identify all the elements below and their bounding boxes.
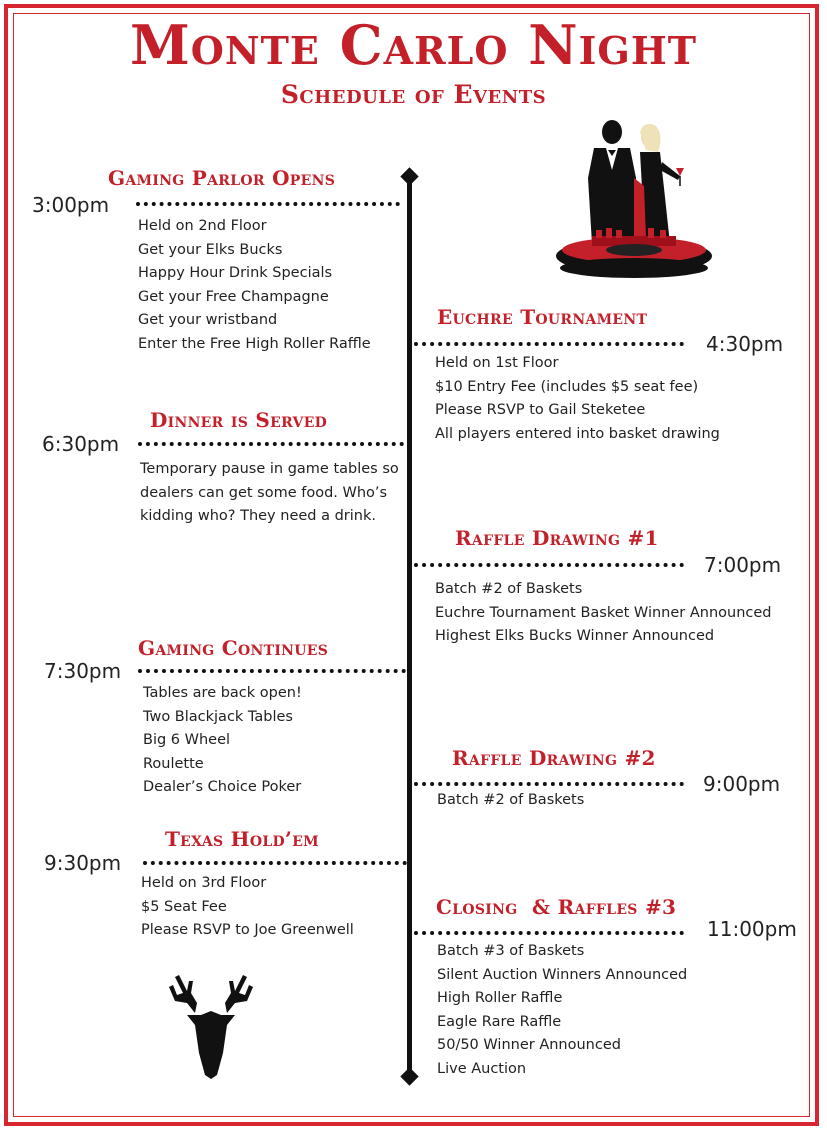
time-raffle-1: 7:00pm (704, 553, 782, 577)
list-item: 50/50 Winner Announced (437, 1037, 621, 1053)
list-item: $10 Entry Fee (includes $5 seat fee) (435, 378, 699, 395)
dotted-connector (414, 342, 684, 346)
dotted-connector (136, 202, 400, 206)
dotted-connector (414, 563, 684, 567)
raffle-1-list (435, 578, 772, 649)
list-item: Tables are back open! (143, 685, 302, 701)
heading-closing: Closing & Raffles #3 (436, 895, 677, 919)
dinner-description: Temporary pause in game tables so dealers can get some food. Who’s kidding who? They need a drink. (140, 461, 399, 524)
heading-gaming-parlor: Gaming Parlor Opens (108, 166, 336, 190)
list-item: Get your wristband (138, 312, 278, 328)
list-item: Euchre Tournament Basket Winner Announced (435, 604, 772, 621)
list-item: Please RSVP to Gail Steketee (435, 402, 646, 418)
dotted-connector (138, 669, 406, 673)
texas-holdem-list (141, 872, 354, 943)
list-item: High Roller Raffle (437, 990, 563, 1006)
list-item: Held on 3rd Floor (141, 875, 267, 891)
list-item: $5 Seat Fee (141, 898, 227, 915)
heading-euchre: Euchre Tournament (437, 305, 648, 329)
couple-roulette-illustration (552, 118, 716, 284)
list-item: Please RSVP to Joe Greenwell (141, 922, 354, 938)
heading-raffle-2: Raffle Drawing #2 (452, 746, 656, 770)
list-item: Dealer’s Choice Poker (143, 779, 302, 795)
heading-raffle-1: Raffle Drawing #1 (455, 526, 659, 550)
time-gaming-parlor: 3:00pm (32, 193, 110, 217)
list-item: Big 6 Wheel (143, 732, 231, 748)
time-euchre: 4:30pm (706, 332, 784, 356)
list-item: Enter the Free High Roller Raffle (138, 335, 371, 352)
list-item: Eagle Rare Raffle (437, 1013, 562, 1030)
dotted-connector (414, 931, 684, 935)
list-item: All players entered into basket drawing (435, 425, 720, 442)
dotted-connector (414, 782, 684, 786)
list-item: Held on 1st Floor (435, 355, 559, 371)
heading-dinner: Dinner is Served (150, 408, 328, 432)
page-title: Monte Carlo Night (129, 13, 698, 77)
list-item: Held on 2nd Floor (138, 218, 267, 234)
gaming-continues-list (143, 682, 302, 800)
euchre-list (435, 352, 720, 446)
list-item: Get your Elks Bucks (138, 241, 283, 258)
gaming-parlor-list (138, 215, 371, 356)
list-item: Live Auction (437, 1060, 527, 1077)
list-item: Highest Elks Bucks Winner Announced (435, 628, 715, 644)
time-gaming-continues: 7:30pm (44, 659, 122, 683)
list-item: Get your Free Champagne (138, 288, 329, 305)
time-raffle-2: 9:00pm (703, 772, 781, 796)
elk-head-silhouette-icon (165, 963, 257, 1081)
time-texas-holdem: 9:30pm (44, 851, 122, 875)
list-item: Batch #2 of Baskets (437, 792, 585, 808)
timeline-line (407, 176, 412, 1076)
list-item: Batch #2 of Baskets (435, 581, 583, 597)
raffle-2-list (437, 789, 584, 813)
list-item: Batch #3 of Baskets (437, 943, 585, 959)
list-item: Silent Auction Winners Announced (437, 966, 688, 983)
dotted-connector (138, 442, 404, 446)
time-dinner: 6:30pm (42, 432, 120, 456)
list-item: Roulette (143, 755, 204, 772)
closing-list (437, 940, 687, 1081)
dotted-connector (143, 861, 407, 865)
heading-gaming-continues: Gaming Continues (138, 636, 329, 660)
heading-texas-holdem: Texas Hold’em (165, 827, 319, 851)
list-item: Happy Hour Drink Specials (138, 265, 333, 281)
page-subtitle: Schedule of Events (280, 80, 547, 109)
list-item: Two Blackjack Tables (143, 708, 293, 725)
time-closing: 11:00pm (707, 917, 797, 941)
